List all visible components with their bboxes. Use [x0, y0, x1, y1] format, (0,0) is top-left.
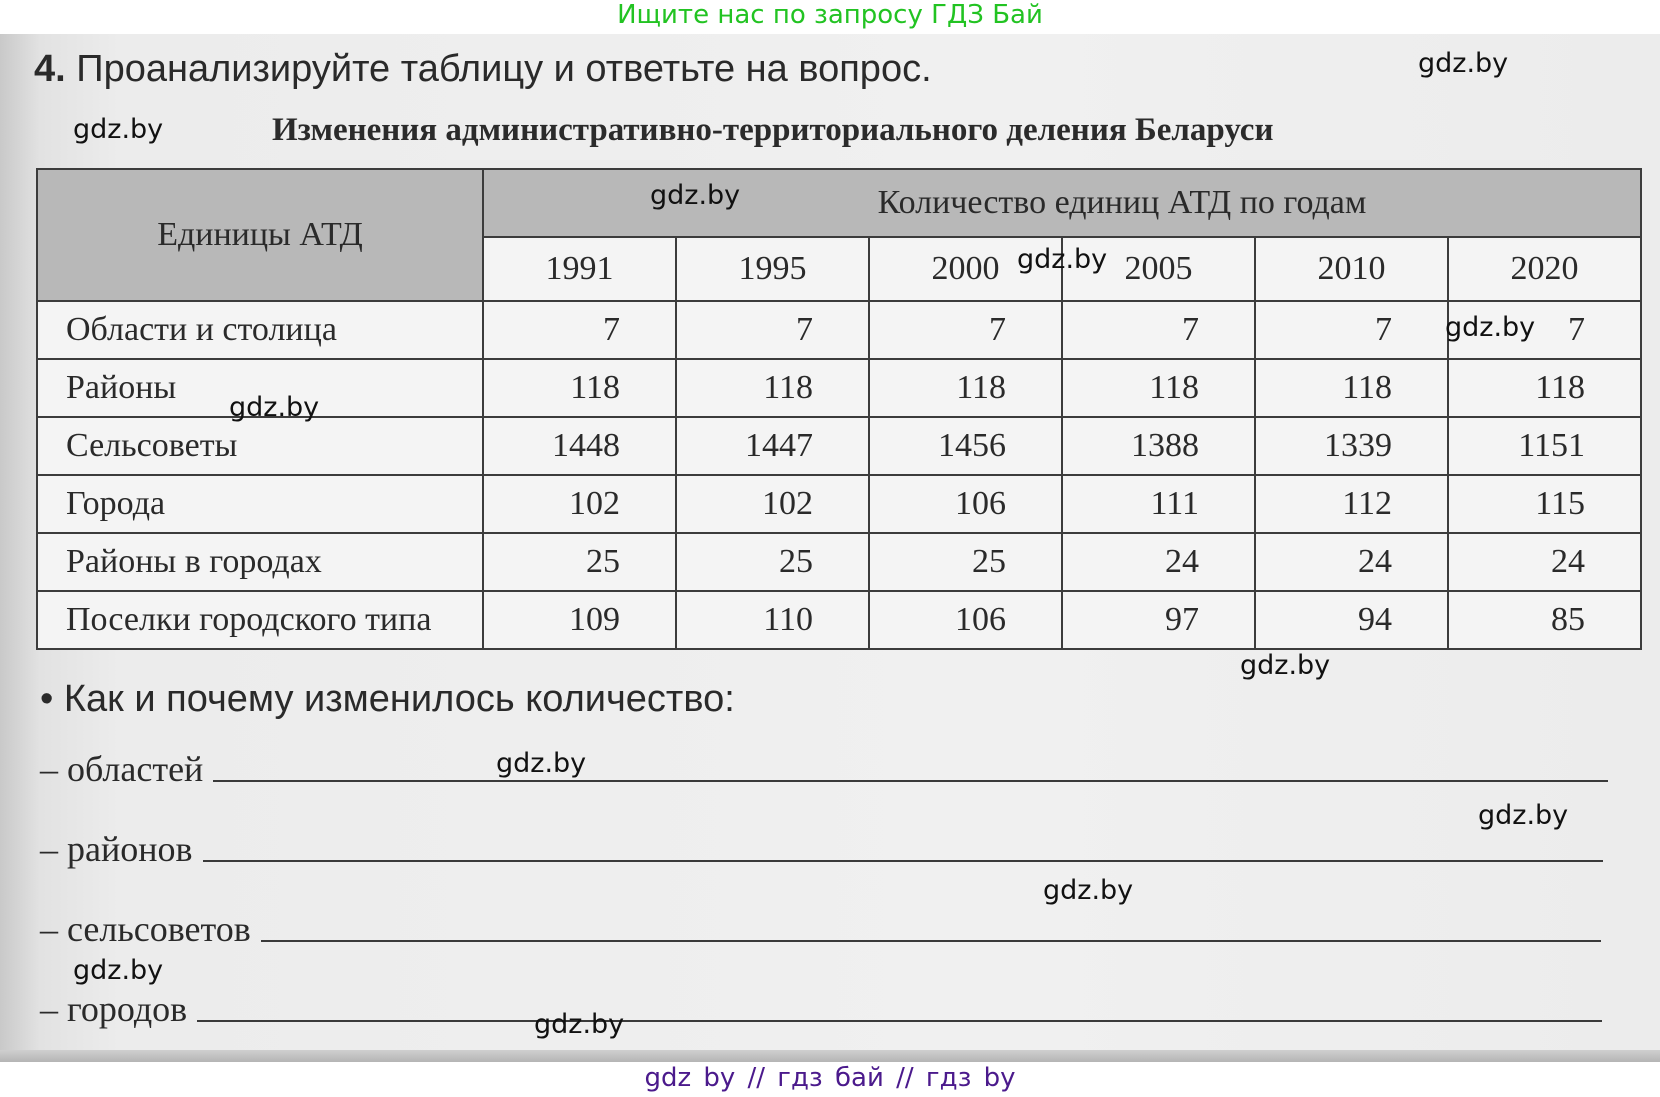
- table-cell: 1388: [1062, 417, 1255, 475]
- table-cell: 1339: [1255, 417, 1448, 475]
- table-cell: 109: [483, 591, 676, 649]
- answer-blank[interactable]: [261, 940, 1601, 942]
- table-cell: 102: [676, 475, 869, 533]
- year-header: 2020: [1448, 237, 1641, 301]
- table-cell: 118: [483, 359, 676, 417]
- table-cell: 7: [676, 301, 869, 359]
- table-cell: 7: [1062, 301, 1255, 359]
- table-cell: 7: [869, 301, 1062, 359]
- year-header: 2005: [1062, 237, 1255, 301]
- task-title: [34, 48, 932, 91]
- table-cell: 1448: [483, 417, 676, 475]
- year-header: 1995: [676, 237, 869, 301]
- table-cell: 112: [1255, 475, 1448, 533]
- table-caption: Изменения административно-территориального деления Беларуси: [272, 112, 1274, 148]
- table-cell: 25: [676, 533, 869, 591]
- watermark: gdz.by: [1418, 48, 1509, 79]
- header-group: Количество единиц АТД по годам: [483, 169, 1641, 237]
- table-cell: 106: [869, 475, 1062, 533]
- table-cell: 97: [1062, 591, 1255, 649]
- answer-label: – сельсоветов: [40, 909, 251, 949]
- table-cell: 106: [869, 591, 1062, 649]
- table-cell: 118: [869, 359, 1062, 417]
- table-cell: 118: [1448, 359, 1641, 417]
- row-label: Области и столица: [37, 301, 483, 359]
- table-row: [37, 301, 1641, 359]
- watermark: gdz.by: [1043, 875, 1134, 906]
- table-cell: 24: [1448, 533, 1641, 591]
- answer-rayonov: [40, 828, 1603, 870]
- watermark: gdz.by: [496, 748, 587, 779]
- row-label: Районы в городах: [37, 533, 483, 591]
- watermark: gdz.by: [73, 955, 164, 986]
- table-cell: 111: [1062, 475, 1255, 533]
- watermark: gdz.by: [1240, 650, 1331, 681]
- question: [40, 678, 735, 721]
- table-cell: 25: [869, 533, 1062, 591]
- answer-blank[interactable]: [197, 1020, 1602, 1022]
- table-cell: 7: [483, 301, 676, 359]
- table-cell: 7: [1255, 301, 1448, 359]
- table-cell: 94: [1255, 591, 1448, 649]
- answer-blank[interactable]: [213, 780, 1608, 782]
- watermark: gdz.by: [650, 180, 741, 211]
- table-cell: 24: [1255, 533, 1448, 591]
- table-cell: 118: [1062, 359, 1255, 417]
- bottom-banner: gdz by // гдз бай // гдз by: [0, 1062, 1660, 1097]
- watermark: gdz.by: [534, 1009, 625, 1040]
- task-number: 4.: [34, 48, 66, 90]
- table-cell: 25: [483, 533, 676, 591]
- bullet: •: [40, 678, 54, 720]
- watermark: gdz.by: [1478, 800, 1569, 831]
- table-row: [37, 591, 1641, 649]
- header-units: Единицы АТД: [37, 169, 483, 301]
- row-label: Районы: [37, 359, 483, 417]
- question-text: Как и почему изменилось количество:: [63, 678, 735, 720]
- table-cell: 1456: [869, 417, 1062, 475]
- watermark: gdz.by: [229, 392, 320, 423]
- table-cell: 7: [1448, 301, 1641, 359]
- year-header: 2000: [869, 237, 1062, 301]
- watermark: gdz.by: [1445, 312, 1536, 343]
- table-cell: 1151: [1448, 417, 1641, 475]
- year-header: 2010: [1255, 237, 1448, 301]
- answer-label: – районов: [40, 829, 193, 869]
- answer-blank[interactable]: [203, 860, 1603, 862]
- table-row: [37, 533, 1641, 591]
- table-cell: 110: [676, 591, 869, 649]
- row-label: Поселки городского типа: [37, 591, 483, 649]
- watermark: gdz.by: [73, 114, 164, 145]
- row-label: Сельсоветы: [37, 417, 483, 475]
- top-banner: Ищите нас по запросу ГДЗ Бай: [0, 0, 1660, 34]
- watermark: gdz.by: [1017, 244, 1108, 275]
- table-cell: 24: [1062, 533, 1255, 591]
- table-cell: 118: [1255, 359, 1448, 417]
- table-cell: 85: [1448, 591, 1641, 649]
- year-header: 1991: [483, 237, 676, 301]
- page-edge: [0, 1050, 1660, 1062]
- table-row: [37, 475, 1641, 533]
- table-row: [37, 417, 1641, 475]
- table-cell: 1447: [676, 417, 869, 475]
- task-title-text: Проанализируйте таблицу и ответьте на вопрос.: [76, 48, 932, 90]
- table-cell: 102: [483, 475, 676, 533]
- answer-oblastey: [40, 748, 1608, 790]
- row-label: Города: [37, 475, 483, 533]
- table-cell: 115: [1448, 475, 1641, 533]
- answer-label: – городов: [40, 989, 188, 1029]
- answer-gorodov: [40, 988, 1602, 1030]
- table-cell: 118: [676, 359, 869, 417]
- answer-selsovetov: [40, 908, 1601, 950]
- answer-label: – областей: [40, 749, 204, 789]
